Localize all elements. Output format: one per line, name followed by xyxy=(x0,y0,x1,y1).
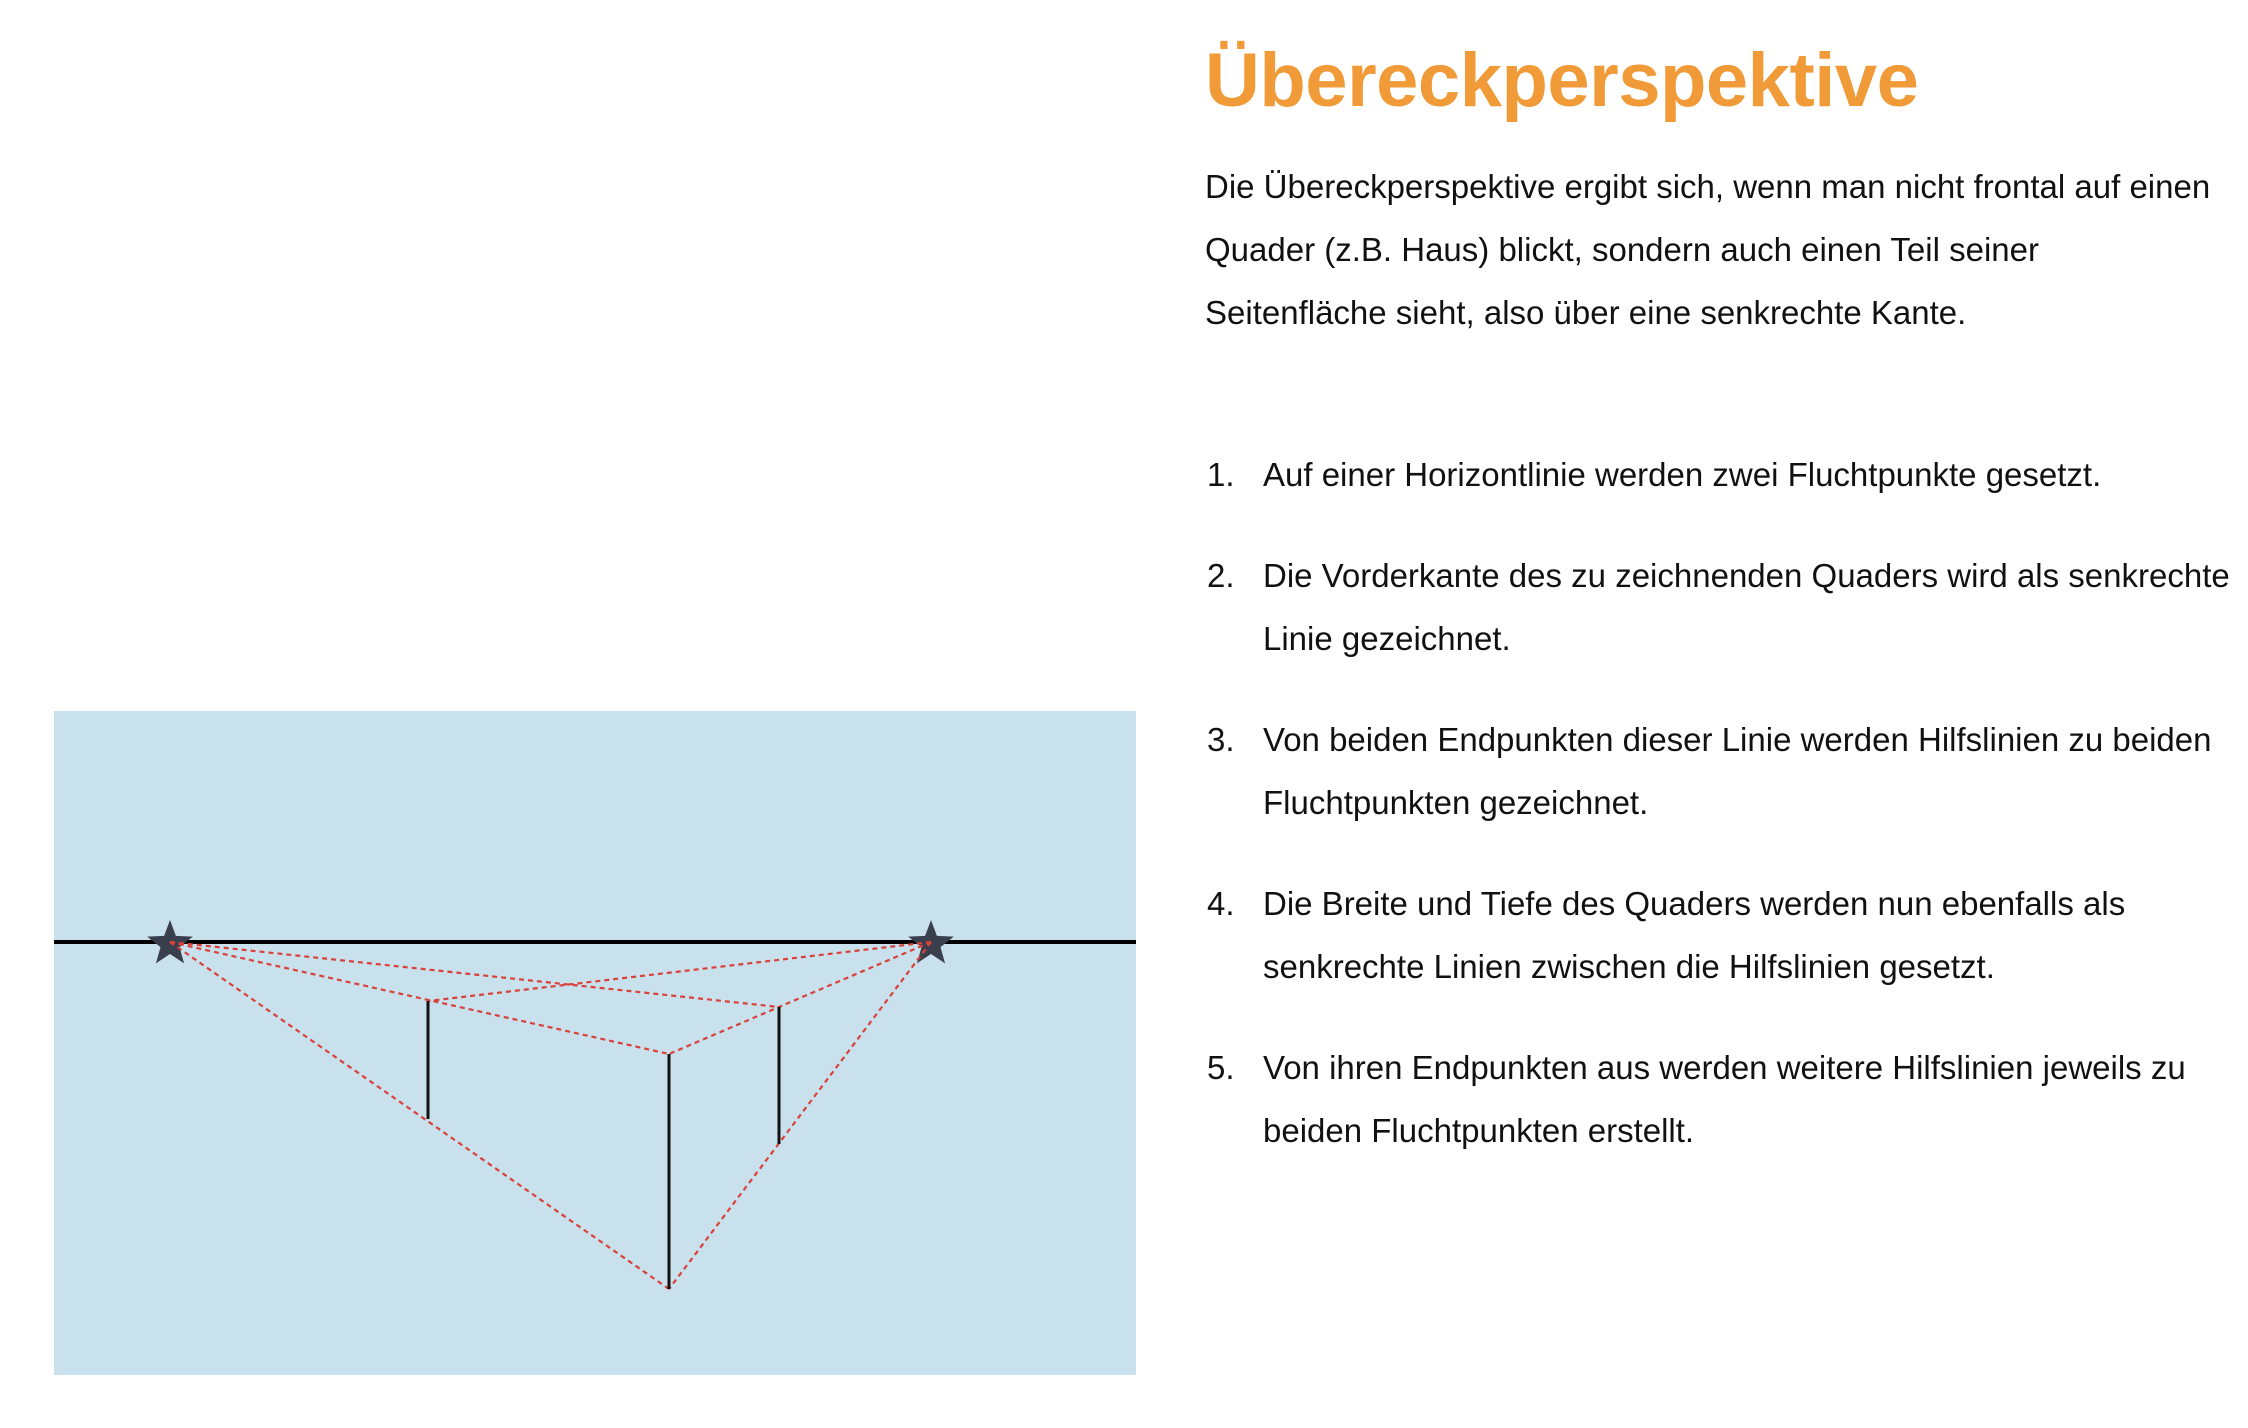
helper-line xyxy=(170,942,669,1289)
cuboid-edges xyxy=(428,1001,779,1289)
step-text: Auf einer Horizontlinie werden zwei Fluchtpunkte gesetzt. xyxy=(1263,456,2102,493)
perspective-diagram xyxy=(54,711,1136,1375)
step-item xyxy=(1205,872,2245,998)
step-text: Von beiden Endpunkten dieser Linie werden Hilfslinien zu beiden Fluchtpunkten gezeichnet. xyxy=(1263,721,2212,821)
helper-line xyxy=(170,942,669,1054)
star-icon xyxy=(147,920,193,963)
step-text: Die Breite und Tiefe des Quaders werden nun ebenfalls als senkrechte Linien zwischen die Hilfslinien gesetzt. xyxy=(1263,885,2126,985)
helper-line xyxy=(170,942,779,1007)
step-item xyxy=(1205,443,2245,506)
step-number: 2. xyxy=(1207,557,1235,594)
step-item xyxy=(1205,544,2245,670)
star-icon xyxy=(908,920,954,963)
page-title: Übereckperspektive xyxy=(1205,38,1919,123)
step-number: 4. xyxy=(1207,885,1235,922)
step-text: Die Vorderkante des zu zeichnenden Quaders wird als senkrechte Linie gezeichnet. xyxy=(1263,557,2230,657)
helper-line xyxy=(669,942,931,1054)
step-text: Von ihren Endpunkten aus werden weitere Hilfslinien jeweils zu beiden Fluchtpunkten erstellt. xyxy=(1263,1049,2186,1149)
intro-paragraph: Die Übereckperspektive ergibt sich, wenn man nicht frontal auf einen Quader (z.B. Haus) blickt, sondern auch einen Teil seiner Seitenfläche sieht, also über eine senkrechte Kante. xyxy=(1205,168,2211,331)
steps-list xyxy=(1205,443,2245,1200)
helper-lines xyxy=(170,942,931,1289)
step-number: 1. xyxy=(1207,456,1235,493)
helper-line xyxy=(669,942,931,1289)
step-number: 5. xyxy=(1207,1049,1235,1086)
step-item xyxy=(1205,708,2245,834)
perspective-drawing xyxy=(54,711,1136,1375)
helper-line xyxy=(428,942,931,1001)
step-item xyxy=(1205,1036,2245,1162)
step-number: 3. xyxy=(1207,721,1235,758)
